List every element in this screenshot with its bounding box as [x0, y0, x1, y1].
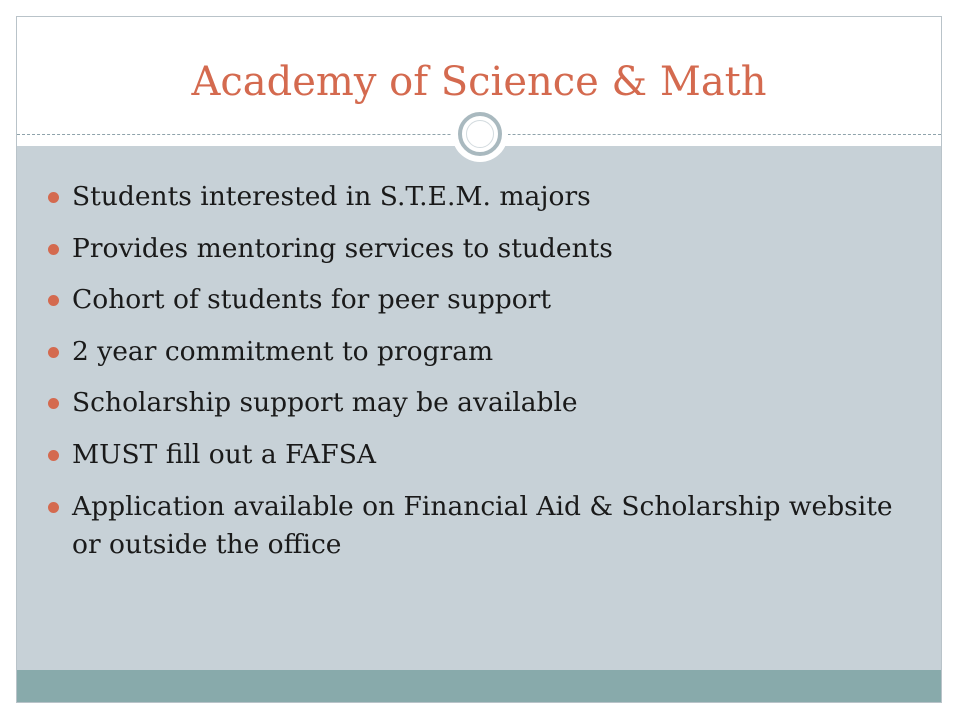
bullet-text: MUST fill out a FAFSA [72, 438, 376, 470]
bullet-item [48, 436, 928, 474]
bullet-item [48, 281, 928, 319]
bullet-text: 2 year commitment to program [72, 335, 494, 367]
bullet-text: Application available on Financial Aid & Scholarship website or outside the office [72, 490, 893, 560]
ring-ornament-core [466, 120, 494, 148]
ring-ornament-icon [452, 106, 508, 162]
bullet-text: Scholarship support may be available [72, 387, 578, 419]
bullet-dot-icon [48, 295, 59, 306]
bullet-dot-icon [48, 244, 59, 255]
bullet-dot-icon [48, 192, 59, 203]
bullet-dot-icon [48, 347, 59, 358]
footer-bar [17, 670, 941, 702]
bullet-text: Students interested in S.T.E.M. majors [72, 181, 591, 212]
bullet-text: Provides mentoring services to students [72, 232, 613, 264]
bullet-dot-icon [48, 502, 59, 513]
bullet-item [48, 178, 928, 216]
bullet-list [48, 178, 928, 577]
bullet-dot-icon [48, 398, 59, 409]
bullet-item [48, 333, 928, 371]
slide-title: Academy of Science & Math [191, 59, 767, 105]
bullet-text: Cohort of students for peer support [72, 284, 552, 316]
bullet-item [48, 488, 928, 564]
bullet-dot-icon [48, 450, 59, 461]
bullet-item [48, 230, 928, 268]
bullet-item [48, 384, 928, 422]
ring-ornament-inner [458, 112, 502, 156]
